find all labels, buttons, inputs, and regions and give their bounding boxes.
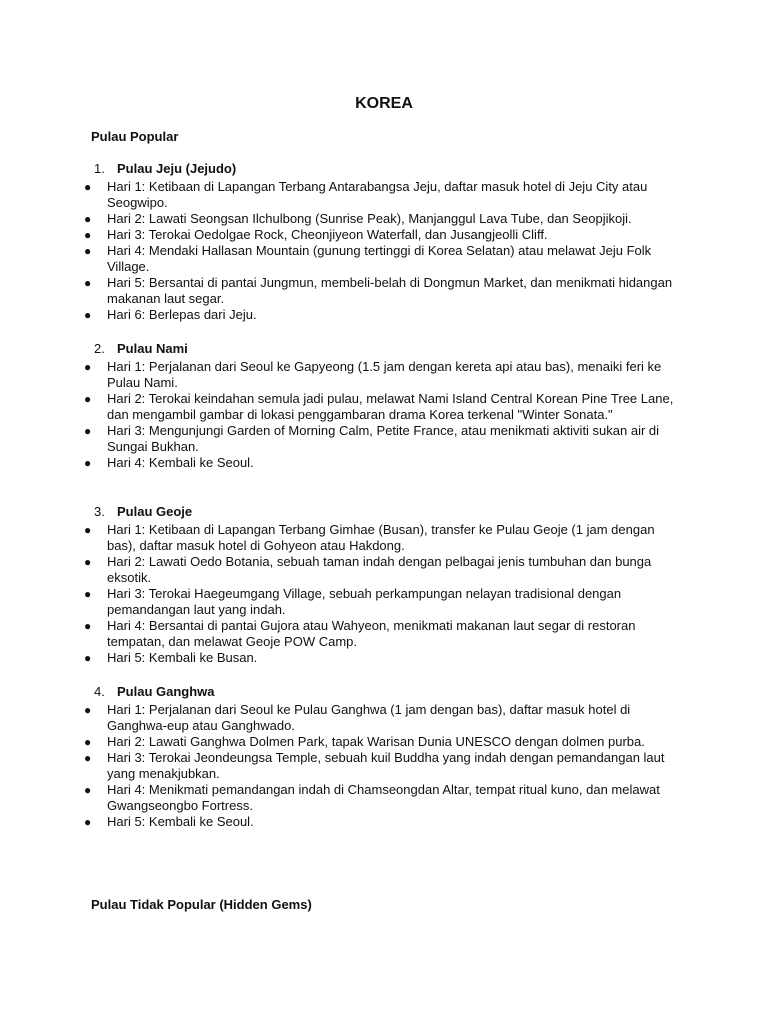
itinerary-day-text: Hari 3: Terokai Jeondeungsa Temple, sebuah kuil Buddha yang indah dengan pemandangan laut yang menakjubkan. [107,750,665,781]
island-heading [84,504,684,520]
itinerary-day-text: Hari 4: Kembali ke Seoul. [107,455,254,470]
island-section-geoje [84,504,684,666]
bullet-icon: ● [84,555,92,569]
list-item [84,618,682,650]
list-item [84,734,682,750]
bullet-icon: ● [84,751,92,765]
island-name: Pulau Jeju (Jejudo) [117,161,237,176]
bullet-icon: ● [84,180,92,194]
itinerary-day-text: Hari 1: Perjalanan dari Seoul ke Pulau Ganghwa (1 jam dengan bas), daftar masuk hotel di Ganghwa-eup atau Ganghwado. [107,702,631,733]
bullet-icon: ● [84,424,92,438]
bullet-icon: ● [84,228,92,242]
bullet-icon: ● [84,523,92,537]
itinerary-day-text: Hari 3: Terokai Oedolgae Rock, Cheonjiyeon Waterfall, dan Jusangjeolli Cliff. [107,227,548,242]
itinerary-list [84,702,684,830]
bullet-icon: ● [84,815,92,829]
list-item [84,750,682,782]
bullet-icon: ● [84,212,92,226]
bullet-icon: ● [84,735,92,749]
itinerary-day-text: Hari 5: Kembali ke Seoul. [107,814,254,829]
itinerary-day-text: Hari 1: Ketibaan di Lapangan Terbang Antarabangsa Jeju, daftar masuk hotel di Jeju City atau Seogwipo. [107,179,648,210]
itinerary-day-text: Hari 4: Menikmati pemandangan indah di Chamseongdan Altar, tempat ritual kuno, dan melawat Gwangseongbo Fortress. [107,782,660,813]
itinerary-day-text: Hari 4: Bersantai di pantai Gujora atau Wahyeon, menikmati makanan laut segar di restoran tempatan, dan melawat Geoje POW Camp. [107,618,636,649]
itinerary-list [84,359,684,471]
itinerary-list [84,522,684,666]
island-number: 4. [94,684,105,699]
itinerary-day-text: Hari 3: Terokai Haegeumgang Village, sebuah perkampungan nelayan tradisional dengan pemandangan laut yang indah. [107,586,622,617]
island-name: Pulau Nami [117,341,188,356]
popular-islands-heading: Pulau Popular [91,129,179,144]
bullet-icon: ● [84,456,92,470]
island-heading [84,684,684,700]
hidden-gems-heading: Pulau Tidak Popular (Hidden Gems) [91,897,312,912]
bullet-icon: ● [84,244,92,258]
list-item [84,814,682,830]
island-section-nami [84,341,684,471]
list-item [84,423,682,455]
itinerary-day-text: Hari 6: Berlepas dari Jeju. [107,307,257,322]
island-number: 3. [94,504,105,519]
island-name: Pulau Ganghwa [117,684,215,699]
list-item [84,554,682,586]
itinerary-day-text: Hari 4: Mendaki Hallasan Mountain (gunung tertinggi di Korea Selatan) atau melawat Jeju Folk Village. [107,243,652,274]
bullet-icon: ● [84,308,92,322]
island-heading [84,161,684,177]
itinerary-day-text: Hari 3: Mengunjungi Garden of Morning Calm, Petite France, atau menikmati aktiviti sukan air di Sungai Bukhan. [107,423,660,454]
list-item [84,782,682,814]
itinerary-day-text: Hari 2: Terokai keindahan semula jadi pulau, melawat Nami Island Central Korean Pine Tree Lane, dan mengambil gambar di lokasi penggambaran drama Korea terkenal "Winter Sonata." [107,391,674,422]
itinerary-day-text: Hari 1: Perjalanan dari Seoul ke Gapyeong (1.5 jam dengan kereta api atau bas), menaiki feri ke Pulau Nami. [107,359,662,390]
list-item [84,179,682,211]
list-item [84,359,682,391]
bullet-icon: ● [84,651,92,665]
bullet-icon: ● [84,276,92,290]
list-item [84,586,682,618]
itinerary-day-text: Hari 2: Lawati Seongsan Ilchulbong (Sunrise Peak), Manjanggul Lava Tube, dan Seopjikoji. [107,211,632,226]
document-title: KOREA [355,95,413,112]
list-item [84,211,682,227]
list-item [84,227,682,243]
bullet-icon: ● [84,587,92,601]
bullet-icon: ● [84,392,92,406]
bullet-icon: ● [84,360,92,374]
list-item [84,307,682,323]
itinerary-day-text: Hari 2: Lawati Ganghwa Dolmen Park, tapak Warisan Dunia UNESCO dengan dolmen purba. [107,734,645,749]
list-item [84,522,682,554]
itinerary-list [84,179,684,323]
bullet-icon: ● [84,703,92,717]
itinerary-day-text: Hari 5: Kembali ke Busan. [107,650,258,665]
island-number: 2. [94,341,105,356]
itinerary-day-text: Hari 5: Bersantai di pantai Jungmun, membeli-belah di Dongmun Market, dan menikmati hidangan makanan laut segar. [107,275,673,306]
island-section-ganghwa [84,684,684,830]
bullet-icon: ● [84,619,92,633]
list-item [84,702,682,734]
list-item [84,650,682,666]
island-heading [84,341,684,357]
itinerary-day-text: Hari 1: Ketibaan di Lapangan Terbang Gimhae (Busan), transfer ke Pulau Geoje (1 jam dengan bas), daftar masuk hotel di Gohyeon atau Hakdong. [107,522,655,553]
island-section-jeju [84,161,684,323]
itinerary-day-text: Hari 2: Lawati Oedo Botania, sebuah taman indah dengan pelbagai jenis tumbuhan dan bunga eksotik. [107,554,652,585]
list-item [84,455,682,471]
list-item [84,275,682,307]
list-item [84,243,682,275]
island-name: Pulau Geoje [117,504,193,519]
island-number: 1. [94,161,105,176]
list-item [84,391,682,423]
bullet-icon: ● [84,783,92,797]
